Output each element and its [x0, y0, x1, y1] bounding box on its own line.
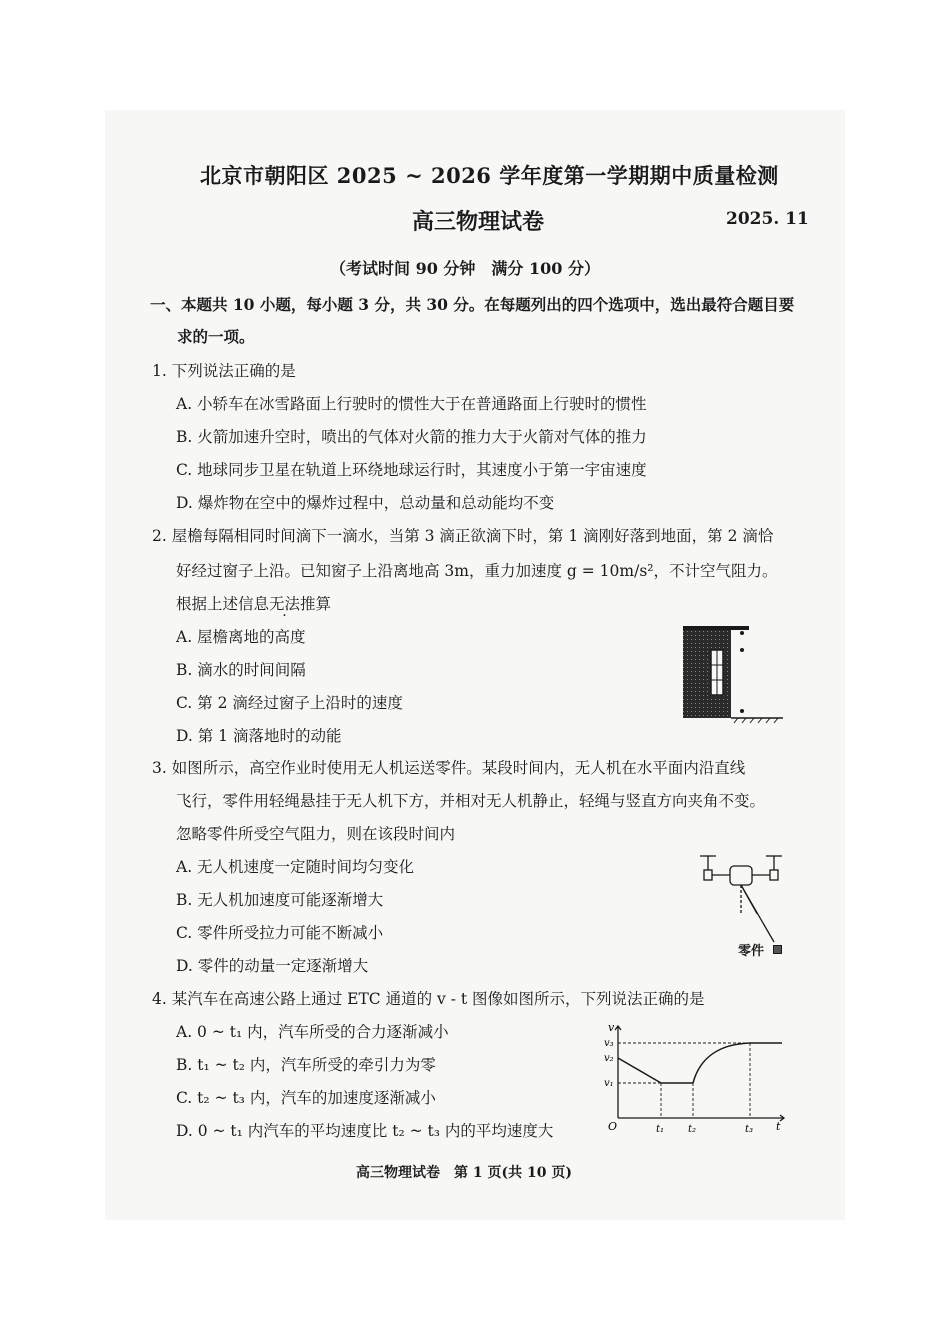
- q2-option-d: D. 第 1 滴落地时的动能: [176, 727, 342, 745]
- q3-stem-line2: 飞行，零件用轻绳悬挂于无人机下方，并相对无人机静止，轻绳与竖直方向夹角不变。: [176, 792, 766, 810]
- part-label: 零件: [738, 944, 765, 959]
- q2-emphasis-word: 无法: [269, 595, 301, 613]
- exam-subtitle: 高三物理试卷: [412, 209, 545, 235]
- q3-option-a: A. 无人机速度一定随时间均匀变化: [176, 858, 415, 876]
- t-axis-label: t: [776, 1120, 781, 1133]
- v2-label: v₂: [604, 1053, 614, 1064]
- section-instructions-line2: 求的一项。: [177, 327, 255, 346]
- drone-body-shape: [730, 866, 752, 885]
- origin-label: O: [608, 1120, 618, 1133]
- q2-stem-line3-a: 根据上述信息: [176, 595, 270, 613]
- q1-option-b: B. 火箭加速升空时，喷出的气体对火箭的推力大于火箭对气体的推力: [176, 428, 647, 446]
- t2-label: t₂: [688, 1124, 697, 1135]
- q2-stem-line3: [176, 592, 331, 614]
- q2-stem-line1: 2. 屋檐每隔相同时间滴下一滴水，当第 3 滴正欲滴下时，第 1 滴刚好落到地面，第 2 滴恰: [152, 527, 774, 545]
- q3-stem-line1: 3. 如图所示，高空作业时使用无人机运送零件。某段时间内，无人机在水平面内沿直线: [152, 759, 746, 777]
- q4-stem: 4. 某汽车在高速公路上通过 ETC 通道的 v - t 图像如图所示，下列说法正确的是: [152, 990, 705, 1008]
- q1-stem: 1. 下列说法正确的是: [152, 362, 296, 380]
- part-box-icon: [773, 945, 782, 954]
- drop-1-icon: [740, 709, 744, 713]
- t1-label: t₁: [656, 1124, 665, 1135]
- q2-stem-line2: 好经过窗子上沿。已知窗子上沿离地高 3m，重力加速度 g = 10m/s²，不计空气阻力。: [176, 562, 778, 580]
- q3-option-b: B. 无人机加速度可能逐渐增大: [176, 891, 384, 909]
- exam-title: 北京市朝阳区 2025 ~ 2026 学年度第一学期期中质量检测: [200, 163, 779, 188]
- v-axis-label: v: [608, 1022, 615, 1034]
- q4-option-a: A. 0 ~ t₁ 内，汽车所受的合力逐渐减小: [176, 1023, 449, 1041]
- q1-option-c: C. 地球同步卫星在轨道上环绕地球运行时，其速度小于第一宇宙速度: [176, 461, 647, 479]
- q3-stem-line3: 忽略零件所受空气阻力，则在该段时间内: [176, 825, 456, 843]
- exam-date: 2025. 11: [726, 209, 809, 229]
- exam-time-info: （考试时间 90 分钟 满分 100 分）: [330, 259, 600, 278]
- q1-option-d: D. 爆炸物在空中的爆炸过程中，总动量和总动能均不变: [176, 494, 555, 512]
- q2-figure: [678, 622, 788, 724]
- t3-label: t₃: [745, 1124, 754, 1135]
- velocity-curve-part2: [693, 1043, 782, 1083]
- q3-option-c: C. 零件所受拉力可能不断减小: [176, 924, 384, 942]
- q2-stem-line3-b: 推算: [300, 595, 332, 613]
- q4-vt-graph: [600, 1022, 790, 1138]
- q4-option-d: D. 0 ~ t₁ 内汽车的平均速度比 t₂ ~ t₃ 内的平均速度大: [176, 1122, 554, 1140]
- wall-shape: [683, 626, 731, 718]
- q3-option-d: D. 零件的动量一定逐渐增大: [176, 957, 369, 975]
- q4-option-b: B. t₁ ~ t₂ 内，汽车所受的牵引力为零: [176, 1056, 436, 1074]
- q4-option-c: C. t₂ ~ t₃ 内，汽车的加速度逐渐减小: [176, 1089, 436, 1107]
- q3-rope-figure: [741, 884, 791, 946]
- section-instructions-line1: 一、本题共 10 小题，每小题 3 分，共 30 分。在每题列出的四个选项中，选出最符合题目要: [150, 295, 795, 314]
- q1-option-a: A. 小轿车在冰雪路面上行驶时的惯性大于在普通路面上行驶时的惯性: [176, 395, 647, 413]
- v3-label: v₃: [604, 1038, 614, 1049]
- eave-shape: [683, 626, 749, 630]
- q2-option-a: A. 屋檐离地的高度: [176, 628, 306, 646]
- velocity-curve-part1: [618, 1058, 693, 1083]
- q2-option-b: B. 滴水的时间间隔: [176, 661, 306, 679]
- page-footer: 高三物理试卷 第 1 页(共 10 页): [356, 1165, 572, 1181]
- drop-3-icon: [740, 631, 744, 635]
- q2-option-c: C. 第 2 滴经过窗子上沿时的速度: [176, 694, 403, 712]
- v1-label: v₁: [604, 1078, 614, 1089]
- drop-2-icon: [740, 648, 744, 652]
